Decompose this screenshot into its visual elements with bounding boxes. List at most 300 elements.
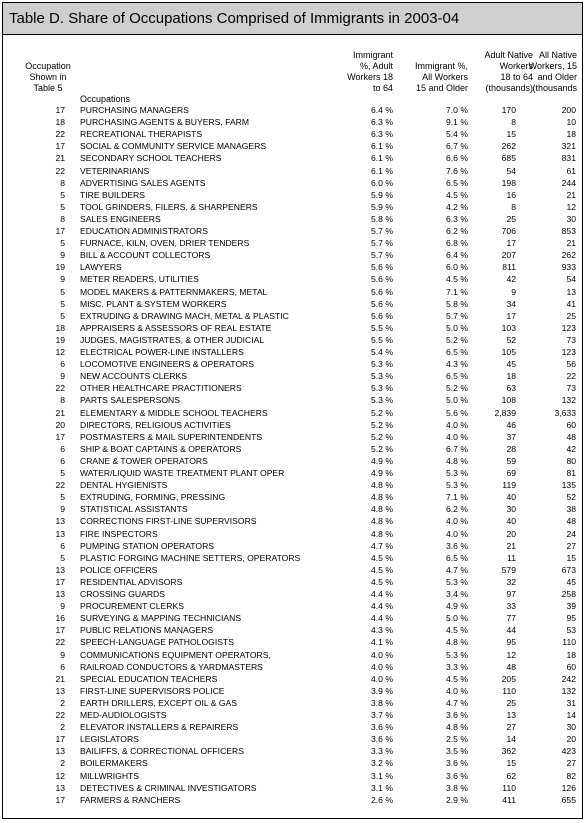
cell-all-native: 655 xyxy=(561,794,576,805)
cell-occupation: RAILROAD CONDUCTORS & YARDMASTERS xyxy=(80,661,263,672)
cell-adult-native: 13 xyxy=(506,710,516,720)
cell-immigrant-all-pct: 2.9 % xyxy=(446,794,468,805)
cell-immigrant-all-pct: 5.0 % xyxy=(446,322,468,333)
header-immigrant-adult xyxy=(318,50,393,94)
cell-occupation: EDUCATION ADMINISTRATORS xyxy=(80,226,208,236)
cell-all-native: 14 xyxy=(566,710,576,720)
cell-table5-number: 22 xyxy=(55,165,65,176)
cell-table5-number: 17 xyxy=(55,431,65,442)
cell-table5-number: 9 xyxy=(60,601,65,612)
cell-occupation: LEGISLATORS xyxy=(80,734,139,745)
cell-all-native: 673 xyxy=(561,564,576,575)
cell-immigrant-adult-pct: 5.3 % xyxy=(371,359,393,370)
cell-immigrant-adult-pct: 5.6 % xyxy=(371,262,393,273)
cell-occupation: ELEMENTARY & MIDDLE SCHOOL TEACHERS xyxy=(80,407,268,418)
cell-occupation: SPECIAL EDUCATION TEACHERS xyxy=(80,673,218,684)
cell-all-native: 3,633 xyxy=(554,407,576,418)
cell-table5-number: 12 xyxy=(55,347,65,357)
table-row xyxy=(3,249,582,261)
cell-table5-number: 8 xyxy=(60,177,65,188)
cell-immigrant-all-pct: 6.2 % xyxy=(446,504,468,515)
cell-occupation: FARMERS & RANCHERS xyxy=(80,794,181,805)
cell-all-native: 21 xyxy=(566,189,576,200)
cell-adult-native: 52 xyxy=(506,334,516,345)
table-row xyxy=(3,116,582,128)
cell-occupation: CRANE & TOWER OPERATORS xyxy=(80,455,208,466)
table-row xyxy=(3,503,582,515)
cell-all-native: 110 xyxy=(562,637,576,648)
cell-adult-native: 411 xyxy=(502,794,516,805)
cell-occupation: SOCIAL & COMMUNITY SERVICE MANAGERS xyxy=(80,141,267,152)
cell-immigrant-adult-pct: 4.8 % xyxy=(371,492,393,503)
cell-immigrant-all-pct: 3.6 % xyxy=(446,540,468,551)
cell-table5-number: 5 xyxy=(60,468,65,478)
cell-immigrant-all-pct: 6.3 % xyxy=(446,213,468,224)
cell-adult-native: 16 xyxy=(506,189,516,200)
cell-immigrant-all-pct: 5.3 % xyxy=(446,480,468,491)
cell-immigrant-all-pct: 5.3 % xyxy=(446,576,468,587)
cell-occupation: SALES ENGINEERS xyxy=(80,213,161,224)
cell-immigrant-all-pct: 3.5 % xyxy=(446,746,468,757)
cell-occupation: PARTS SALESPERSONS xyxy=(80,395,180,406)
cell-immigrant-all-pct: 4.0 % xyxy=(446,431,468,442)
cell-immigrant-all-pct: 4.8 % xyxy=(446,637,468,648)
cell-immigrant-all-pct: 5.8 % xyxy=(446,298,468,309)
cell-immigrant-all-pct: 4.0 % xyxy=(446,528,468,539)
table-row xyxy=(3,237,582,249)
table-row xyxy=(3,358,582,370)
cell-occupation: MILLWRIGHTS xyxy=(80,770,140,781)
table-row xyxy=(3,443,582,455)
table-row xyxy=(3,455,582,467)
cell-occupation: COMMUNICATIONS EQUIPMENT OPERATORS, xyxy=(80,649,271,660)
cell-table5-number: 17 xyxy=(55,226,65,236)
cell-table5-number: 18 xyxy=(55,117,65,128)
cell-table5-number: 9 xyxy=(60,504,65,515)
cell-immigrant-adult-pct: 4.4 % xyxy=(371,601,393,612)
cell-table5-number: 17 xyxy=(55,576,65,587)
cell-all-native: 42 xyxy=(566,443,576,454)
cell-occupation: PROCUREMENT CLERKS xyxy=(80,601,184,612)
cell-table5-number: 13 xyxy=(55,516,65,527)
cell-occupation: STATISTICAL ASSISTANTS xyxy=(80,504,188,515)
cell-immigrant-all-pct: 6.4 % xyxy=(446,250,468,261)
cell-adult-native: 42 xyxy=(506,274,516,285)
cell-immigrant-all-pct: 3.3 % xyxy=(446,661,468,672)
cell-immigrant-adult-pct: 5.7 % xyxy=(371,226,393,236)
cell-table5-number: 18 xyxy=(55,322,65,333)
header-occupation-shown xyxy=(13,61,83,94)
cell-table5-number: 6 xyxy=(60,443,65,454)
cell-immigrant-adult-pct: 4.0 % xyxy=(371,661,393,672)
cell-table5-number: 21 xyxy=(55,673,65,684)
cell-immigrant-adult-pct: 4.5 % xyxy=(371,552,393,563)
cell-all-native: 22 xyxy=(566,371,576,382)
table-row xyxy=(3,757,582,769)
table-row xyxy=(3,515,582,527)
cell-all-native: 21 xyxy=(566,238,576,249)
cell-adult-native: 69 xyxy=(506,468,516,478)
cell-all-native: 41 xyxy=(566,298,576,309)
cell-immigrant-all-pct: 3.8 % xyxy=(446,782,468,793)
cell-immigrant-adult-pct: 5.3 % xyxy=(371,383,393,394)
cell-immigrant-all-pct: 2.5 % xyxy=(446,734,468,745)
cell-table5-number: 8 xyxy=(60,213,65,224)
cell-occupation: FURNACE, KILN, OVEN, DRIER TENDERS xyxy=(80,238,250,249)
cell-all-native: 321 xyxy=(561,141,576,152)
cell-immigrant-adult-pct: 4.8 % xyxy=(371,528,393,539)
cell-table5-number: 21 xyxy=(55,407,65,418)
cell-occupation: PURCHASING AGENTS & BUYERS, FARM xyxy=(80,117,250,128)
cell-table5-number: 22 xyxy=(55,637,65,648)
cell-adult-native: 59 xyxy=(506,455,516,466)
cell-all-native: 126 xyxy=(561,782,576,793)
cell-all-native: 27 xyxy=(566,758,576,769)
cell-all-native: 81 xyxy=(566,468,576,478)
cell-immigrant-adult-pct: 6.0 % xyxy=(371,177,393,188)
cell-all-native: 61 xyxy=(566,165,576,176)
cell-all-native: 933 xyxy=(561,262,576,273)
table-row xyxy=(3,564,582,576)
table-row xyxy=(3,709,582,721)
cell-adult-native: 170 xyxy=(501,105,516,115)
cell-immigrant-adult-pct: 4.1 % xyxy=(371,637,393,648)
cell-table5-number: 5 xyxy=(60,201,65,212)
cell-adult-native: 2,839 xyxy=(494,407,516,418)
cell-immigrant-adult-pct: 5.2 % xyxy=(371,431,393,442)
cell-occupation: SHIP & BOAT CAPTAINS & OPERATORS xyxy=(80,443,242,454)
cell-all-native: 20 xyxy=(566,734,576,745)
cell-immigrant-all-pct: 6.5 % xyxy=(446,177,468,188)
cell-all-native: 18 xyxy=(566,649,576,660)
cell-table5-number: 19 xyxy=(55,334,65,345)
header-adult-native-line: Adult Native xyxy=(484,50,533,60)
table-row xyxy=(3,431,582,443)
cell-all-native: 73 xyxy=(566,334,576,345)
cell-immigrant-adult-pct: 5.9 % xyxy=(371,201,393,212)
cell-all-native: 123 xyxy=(561,322,576,333)
cell-adult-native: 34 xyxy=(506,298,516,309)
cell-adult-native: 205 xyxy=(501,673,516,684)
cell-all-native: 258 xyxy=(561,589,576,599)
cell-table5-number: 19 xyxy=(55,262,65,273)
cell-immigrant-adult-pct: 4.8 % xyxy=(371,504,393,515)
cell-adult-native: 362 xyxy=(501,746,516,757)
cell-occupation: OTHER HEALTHCARE PRACTITIONERS xyxy=(80,383,242,394)
cell-occupation: PUBLIC RELATIONS MANAGERS xyxy=(80,625,214,636)
cell-immigrant-adult-pct: 5.6 % xyxy=(371,298,393,309)
cell-immigrant-adult-pct: 6.1 % xyxy=(371,153,393,164)
cell-immigrant-all-pct: 4.7 % xyxy=(446,697,468,708)
table-row xyxy=(3,334,582,346)
cell-occupation: LOCOMOTIVE ENGINEERS & OPERATORS xyxy=(80,359,254,370)
table-row xyxy=(3,382,582,394)
cell-table5-number: 17 xyxy=(55,105,65,115)
cell-adult-native: 30 xyxy=(506,504,516,515)
cell-immigrant-adult-pct: 4.5 % xyxy=(371,576,393,587)
header-all-native-line: Workers, 15 xyxy=(528,61,577,71)
cell-table5-number: 21 xyxy=(55,153,65,164)
cell-immigrant-adult-pct: 4.4 % xyxy=(371,589,393,599)
cell-occupation: DIRECTORS, RELIGIOUS ACTIVITIES xyxy=(80,419,231,430)
cell-immigrant-all-pct: 4.5 % xyxy=(446,625,468,636)
cell-immigrant-adult-pct: 5.6 % xyxy=(371,274,393,285)
cell-adult-native: 63 xyxy=(506,383,516,394)
cell-immigrant-all-pct: 3.6 % xyxy=(446,758,468,769)
table-row xyxy=(3,286,582,298)
table-row xyxy=(3,419,582,431)
cell-adult-native: 15 xyxy=(506,758,516,769)
cell-immigrant-adult-pct: 4.4 % xyxy=(371,613,393,624)
cell-immigrant-adult-pct: 5.5 % xyxy=(371,322,393,333)
cell-occupation: TIRE BUILDERS xyxy=(80,189,145,200)
cell-immigrant-adult-pct: 5.7 % xyxy=(371,250,393,261)
cell-adult-native: 20 xyxy=(506,528,516,539)
table-row xyxy=(3,636,582,648)
header-immigrant-adult-line: %, Adult xyxy=(359,61,393,71)
cell-immigrant-all-pct: 6.6 % xyxy=(446,153,468,164)
cell-occupation: EXTRUDING, FORMING, PRESSING xyxy=(80,492,226,503)
cell-immigrant-all-pct: 4.9 % xyxy=(446,601,468,612)
cell-table5-number: 2 xyxy=(60,697,65,708)
cell-adult-native: 25 xyxy=(506,213,516,224)
table-row xyxy=(3,177,582,189)
table-row xyxy=(3,624,582,636)
cell-occupation: MISC. PLANT & SYSTEM WORKERS xyxy=(80,298,227,309)
cell-immigrant-adult-pct: 6.1 % xyxy=(371,165,393,176)
cell-immigrant-all-pct: 4.8 % xyxy=(446,722,468,733)
cell-all-native: 80 xyxy=(566,455,576,466)
cell-table5-number: 16 xyxy=(55,613,65,624)
table-row xyxy=(3,794,582,806)
cell-all-native: 24 xyxy=(566,528,576,539)
table-row xyxy=(3,770,582,782)
cell-occupation: POSTMASTERS & MAIL SUPERINTENDENTS xyxy=(80,431,263,442)
cell-immigrant-all-pct: 7.0 % xyxy=(446,105,468,115)
cell-all-native: 244 xyxy=(561,177,576,188)
cell-adult-native: 54 xyxy=(506,165,516,176)
cell-all-native: 25 xyxy=(566,310,576,321)
cell-adult-native: 8 xyxy=(511,201,516,212)
cell-occupation: WATER/LIQUID WASTE TREATMENT PLANT OPER xyxy=(80,468,285,478)
header-immigrant-all-line: All Workers xyxy=(422,72,468,82)
cell-adult-native: 811 xyxy=(502,262,516,273)
cell-table5-number: 8 xyxy=(60,395,65,406)
cell-table5-number: 22 xyxy=(55,710,65,720)
table-row xyxy=(3,491,582,503)
table-row xyxy=(3,225,582,237)
cell-occupation: VETERINARIANS xyxy=(80,165,150,176)
cell-immigrant-all-pct: 4.0 % xyxy=(446,516,468,527)
cell-table5-number: 13 xyxy=(55,589,65,599)
cell-immigrant-adult-pct: 3.9 % xyxy=(371,685,393,696)
cell-immigrant-all-pct: 6.5 % xyxy=(446,347,468,357)
cell-adult-native: 8 xyxy=(511,117,516,128)
cell-occupation: FIRST-LINE SUPERVISORS POLICE xyxy=(80,685,225,696)
table-row xyxy=(3,189,582,201)
cell-adult-native: 44 xyxy=(506,625,516,636)
table-row xyxy=(3,104,582,116)
cell-all-native: 13 xyxy=(566,286,576,297)
table-row xyxy=(3,697,582,709)
header-occupation-shown-line: Table 5 xyxy=(33,83,63,93)
cell-immigrant-all-pct: 4.5 % xyxy=(446,673,468,684)
cell-all-native: 45 xyxy=(566,576,576,587)
header-all-native-line: All Native xyxy=(538,50,577,60)
cell-immigrant-adult-pct: 4.9 % xyxy=(371,468,393,478)
table-row xyxy=(3,540,582,552)
cell-immigrant-adult-pct: 5.2 % xyxy=(371,443,393,454)
cell-adult-native: 45 xyxy=(506,359,516,370)
cell-immigrant-all-pct: 7.1 % xyxy=(446,286,468,297)
cell-immigrant-all-pct: 6.5 % xyxy=(446,552,468,563)
cell-immigrant-adult-pct: 5.8 % xyxy=(371,213,393,224)
cell-occupation: MED-AUDIOLOGISTS xyxy=(80,710,167,720)
cell-immigrant-all-pct: 6.5 % xyxy=(446,371,468,382)
header-occupation-shown-line: Occupation xyxy=(25,61,71,71)
table-row xyxy=(3,685,582,697)
table-row xyxy=(3,201,582,213)
header-immigrant-all-line: 15 and Older xyxy=(415,83,468,93)
cell-immigrant-adult-pct: 5.9 % xyxy=(371,189,393,200)
cell-adult-native: 18 xyxy=(506,371,516,382)
cell-occupation: ADVERTISING SALES AGENTS xyxy=(80,177,206,188)
cell-immigrant-all-pct: 4.8 % xyxy=(446,455,468,466)
cell-immigrant-adult-pct: 3.6 % xyxy=(371,734,393,745)
cell-immigrant-all-pct: 4.5 % xyxy=(446,189,468,200)
cell-immigrant-adult-pct: 3.7 % xyxy=(371,710,393,720)
cell-table5-number: 5 xyxy=(60,310,65,321)
cell-all-native: 27 xyxy=(566,540,576,551)
cell-immigrant-adult-pct: 6.3 % xyxy=(371,129,393,140)
cell-adult-native: 108 xyxy=(501,395,516,406)
table-row xyxy=(3,745,582,757)
table-row xyxy=(3,552,582,564)
cell-immigrant-adult-pct: 6.1 % xyxy=(371,141,393,152)
cell-occupation: MODEL MAKERS & PATTERNMAKERS, METAL xyxy=(80,286,268,297)
cell-adult-native: 207 xyxy=(501,250,516,261)
cell-immigrant-all-pct: 4.3 % xyxy=(446,359,468,370)
cell-immigrant-all-pct: 6.0 % xyxy=(446,262,468,273)
cell-table5-number: 17 xyxy=(55,734,65,745)
cell-immigrant-all-pct: 4.5 % xyxy=(446,274,468,285)
table-row xyxy=(3,612,582,624)
cell-table5-number: 5 xyxy=(60,238,65,249)
cell-table5-number: 5 xyxy=(60,189,65,200)
cell-immigrant-all-pct: 5.4 % xyxy=(446,129,468,140)
cell-immigrant-adult-pct: 5.6 % xyxy=(371,286,393,297)
cell-adult-native: 9 xyxy=(511,286,516,297)
cell-table5-number: 9 xyxy=(60,649,65,660)
cell-occupation: BOILERMAKERS xyxy=(80,758,148,769)
cell-immigrant-all-pct: 5.7 % xyxy=(446,310,468,321)
cell-all-native: 52 xyxy=(566,492,576,503)
table-row xyxy=(3,600,582,612)
cell-table5-number: 13 xyxy=(55,685,65,696)
cell-adult-native: 110 xyxy=(502,685,516,696)
cell-adult-native: 32 xyxy=(506,576,516,587)
cell-table5-number: 13 xyxy=(55,528,65,539)
cell-immigrant-all-pct: 5.3 % xyxy=(446,468,468,478)
cell-immigrant-all-pct: 4.0 % xyxy=(446,685,468,696)
table-row xyxy=(3,152,582,164)
cell-occupation: BILL & ACCOUNT COLLECTORS xyxy=(80,250,211,261)
cell-occupation: CORRECTIONS FIRST-LINE SUPERVISORS xyxy=(80,516,257,527)
cell-table5-number: 22 xyxy=(55,129,65,140)
cell-immigrant-adult-pct: 3.8 % xyxy=(371,697,393,708)
cell-table5-number: 2 xyxy=(60,722,65,733)
cell-adult-native: 579 xyxy=(501,564,516,575)
cell-adult-native: 77 xyxy=(506,613,516,624)
table-row xyxy=(3,588,582,600)
cell-all-native: 132 xyxy=(561,685,576,696)
cell-adult-native: 685 xyxy=(501,153,516,164)
cell-immigrant-adult-pct: 4.8 % xyxy=(371,480,393,491)
cell-adult-native: 103 xyxy=(501,322,516,333)
cell-all-native: 200 xyxy=(561,105,576,115)
cell-immigrant-adult-pct: 3.6 % xyxy=(371,722,393,733)
cell-immigrant-all-pct: 7.6 % xyxy=(446,165,468,176)
cell-all-native: 423 xyxy=(561,746,576,757)
table-title: Table D. Share of Occupations Comprised of Immigrants in 2003-04 xyxy=(9,10,460,27)
cell-immigrant-all-pct: 5.3 % xyxy=(446,649,468,660)
cell-immigrant-adult-pct: 5.3 % xyxy=(371,395,393,406)
table-row xyxy=(3,370,582,382)
cell-occupation: TOOL GRINDERS, FILERS, & SHARPENERS xyxy=(80,201,258,212)
table-row xyxy=(3,576,582,588)
cell-all-native: 82 xyxy=(566,770,576,781)
cell-adult-native: 11 xyxy=(507,552,516,563)
cell-immigrant-adult-pct: 4.7 % xyxy=(371,540,393,551)
header-all-native-line: and Older xyxy=(537,72,577,82)
title-bar xyxy=(3,3,582,35)
header-adult-native-line: 18 to 64 xyxy=(500,72,533,82)
cell-immigrant-all-pct: 5.6 % xyxy=(446,407,468,418)
cell-table5-number: 9 xyxy=(60,274,65,285)
table-row xyxy=(3,213,582,225)
cell-table5-number: 6 xyxy=(60,540,65,551)
cell-all-native: 56 xyxy=(566,359,576,370)
cell-table5-number: 13 xyxy=(55,746,65,757)
cell-immigrant-all-pct: 6.7 % xyxy=(446,443,468,454)
cell-adult-native: 37 xyxy=(506,431,516,442)
table-row xyxy=(3,733,582,745)
table-row xyxy=(3,165,582,177)
cell-immigrant-all-pct: 6.8 % xyxy=(446,238,468,249)
table-row xyxy=(3,128,582,140)
cell-table5-number: 13 xyxy=(55,782,65,793)
cell-all-native: 31 xyxy=(566,697,576,708)
cell-table5-number: 20 xyxy=(55,419,65,430)
table-row xyxy=(3,407,582,419)
cell-occupation: DETECTIVES & CRIMINAL INVESTIGATORS xyxy=(80,782,257,793)
cell-all-native: 38 xyxy=(566,504,576,515)
cell-immigrant-all-pct: 4.0 % xyxy=(446,419,468,430)
cell-immigrant-adult-pct: 5.4 % xyxy=(371,347,393,357)
cell-all-native: 73 xyxy=(566,383,576,394)
cell-all-native: 60 xyxy=(566,661,576,672)
cell-immigrant-adult-pct: 5.3 % xyxy=(371,371,393,382)
cell-adult-native: 97 xyxy=(506,589,516,599)
table-row xyxy=(3,661,582,673)
cell-occupation: PUMPING STATION OPERATORS xyxy=(80,540,215,551)
cell-table5-number: 17 xyxy=(55,625,65,636)
cell-all-native: 242 xyxy=(561,673,576,684)
cell-all-native: 10 xyxy=(566,117,576,128)
cell-all-native: 60 xyxy=(566,419,576,430)
cell-immigrant-adult-pct: 5.2 % xyxy=(371,407,393,418)
cell-immigrant-all-pct: 3.6 % xyxy=(446,710,468,720)
